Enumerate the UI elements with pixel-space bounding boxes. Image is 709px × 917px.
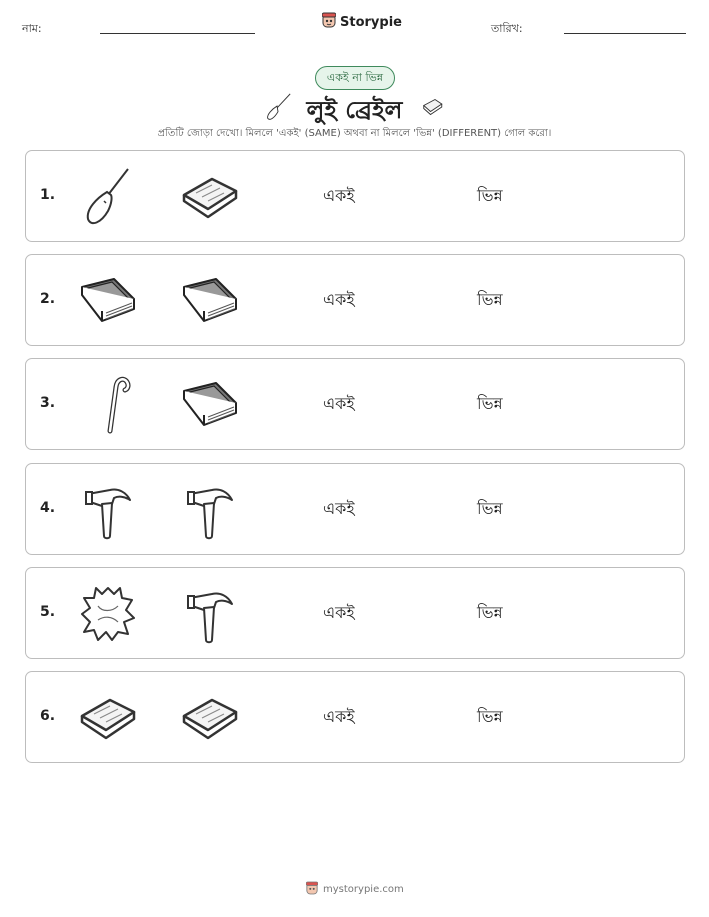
option-different[interactable]: ভিন্ন: [477, 290, 503, 310]
slate-icon: [417, 95, 447, 123]
hammer-icon: [178, 478, 242, 542]
page-title: লুই ব্রেইল: [306, 96, 403, 124]
date-label: তারিখ:: [491, 22, 523, 35]
question-number: 5.: [40, 603, 56, 620]
option-different[interactable]: ভিন্ন: [477, 707, 503, 726]
option-same[interactable]: একই: [323, 186, 355, 205]
option-same[interactable]: একই: [323, 394, 355, 414]
option-different[interactable]: ভিন্ন: [477, 602, 503, 622]
question-row: [25, 254, 685, 346]
footer: [306, 880, 404, 899]
question-number: 4.: [40, 499, 56, 516]
question-number: 3.: [40, 395, 56, 412]
date-line[interactable]: [564, 33, 686, 34]
brand-logo: [322, 12, 402, 32]
cane-icon: [76, 373, 140, 437]
question-number: 1.: [40, 187, 56, 203]
option-different[interactable]: ভিন্ন: [477, 186, 503, 205]
brand-name: Storypie: [340, 14, 402, 30]
storypie-mascot-icon: [322, 12, 336, 32]
question-row: [25, 671, 685, 763]
footer-url[interactable]: mystorypie.com: [323, 884, 404, 895]
slate-icon: [178, 165, 242, 229]
name-label: নাম:: [22, 22, 42, 35]
option-same[interactable]: একই: [323, 707, 355, 726]
option-different[interactable]: ভিন্ন: [477, 394, 503, 414]
book-icon: [76, 269, 140, 333]
name-line[interactable]: [100, 33, 255, 34]
leather-hide-icon: [76, 582, 140, 646]
question-row: [25, 150, 685, 242]
question-row: [25, 463, 685, 555]
option-different[interactable]: ভিন্ন: [477, 498, 503, 518]
storypie-mascot-icon: [306, 880, 318, 899]
book-icon: [178, 269, 242, 333]
option-same[interactable]: একই: [323, 290, 355, 310]
option-same[interactable]: একই: [323, 498, 355, 518]
book-icon: [178, 373, 242, 437]
awl-icon: [76, 165, 140, 229]
instructions: প্রতিটি জোড়া দেখো। মিললে 'একই' (SAME) অথবা না মিললে 'ভিন্ন' (DIFFERENT) গোল করো।: [157, 128, 552, 139]
activity-badge: একই না ভিন্ন: [315, 66, 395, 90]
question-number: 2.: [40, 291, 56, 308]
hammer-icon: [178, 582, 242, 646]
hammer-icon: [76, 478, 140, 542]
option-same[interactable]: একই: [323, 602, 355, 622]
question-row: [25, 567, 685, 659]
question-number: 6.: [40, 708, 56, 724]
question-row: [25, 358, 685, 450]
slate-icon: [76, 686, 140, 750]
slate-icon: [178, 686, 242, 750]
